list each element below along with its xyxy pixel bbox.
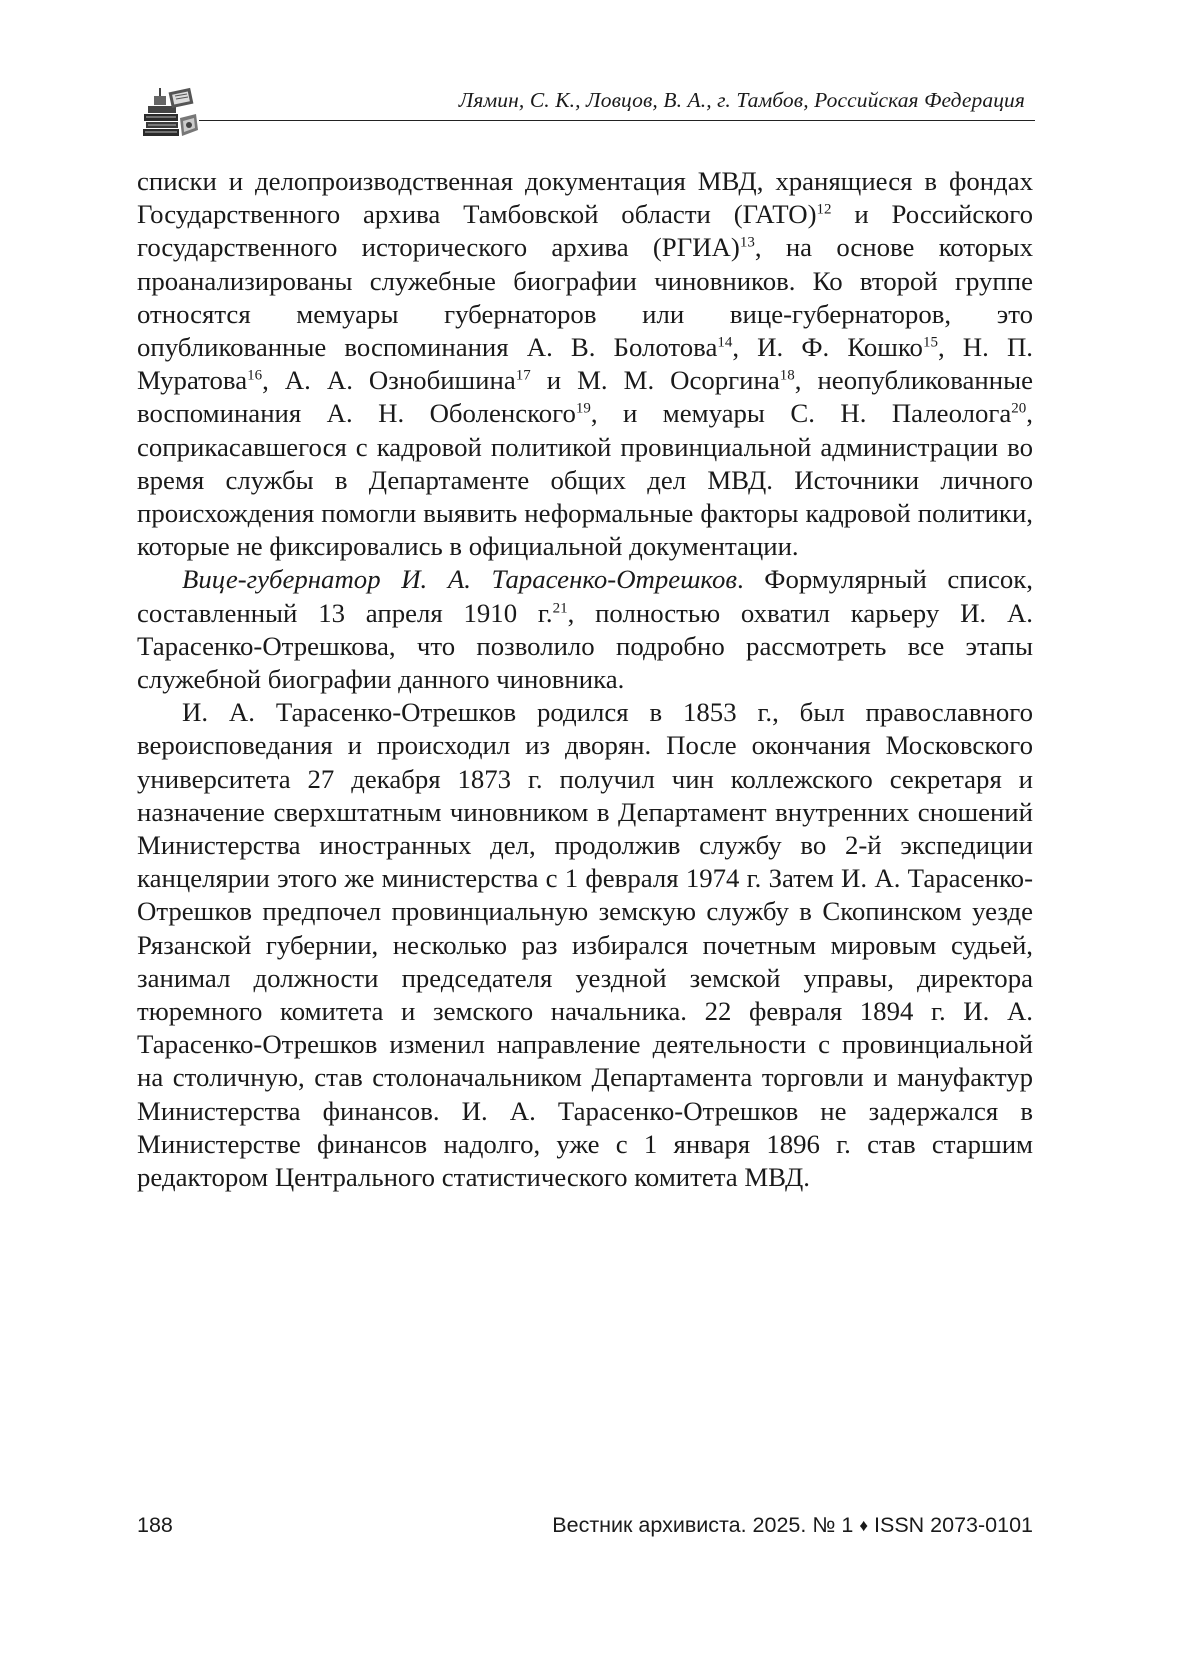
text-run: , И. Ф. Кошко xyxy=(732,332,923,363)
running-header xyxy=(135,78,1035,128)
text-run: , неопубликованные воспоминания А. Н. Оболенского xyxy=(137,365,1033,429)
text-run: , на основе которых проанализированы служебные биографии чиновников. Ко второй группе относятся мемуары губернаторов или вице-губернаторов, это опубликованные воспоминания А. В. Болотова xyxy=(137,232,1033,363)
footnote-ref[interactable]: 12 xyxy=(816,201,832,218)
footnote-ref[interactable]: 18 xyxy=(779,367,795,384)
archive-books-icon xyxy=(140,84,202,144)
text-run: . Формулярный список, составленный 13 апреля 1910 г. xyxy=(137,564,1033,628)
issn: ISSN 2073-0101 xyxy=(874,1513,1033,1537)
article-body xyxy=(137,165,1033,1194)
paragraph-biography: И. А. Тарасенко-Отрешков родился в 1853 г., был православного вероисповедания и происходил из дворян. После окончания Московского университета 27 декабря 1873 г. получил чин коллежского секретаря и назначение сверхштатным чиновником в Департамент внутренних сношений Министерства иностранных дел, продолжив службу во 2-й экспедиции канцелярии этого же министерства с 1 февраля 1974 г. Затем И. А. Тарасенко-Отрешков предпочел провинциальную земскую службу в Скопинском уезде Рязанской губернии, несколько раз избирался почетным мировым судьей, занимал должности председателя уездной земской управы, директора тюремного комитета и земского начальника. 22 февраля 1894 г. И. А. Тарасенко-Отрешков изменил направление деятельности с провинциальной на столичную, став столоначальником Департамента торговли и мануфактур Министерства финансов. И. А. Тарасенко-Отрешков не задержался в Министерстве финансов надолго, уже с 1 января 1896 г. став старшим редактором Центрального статистического комитета МВД. xyxy=(137,697,1033,1193)
header-divider xyxy=(199,120,1035,121)
footnote-ref[interactable]: 21 xyxy=(552,600,568,617)
text-run: , соприкасавшегося с кадровой политикой провинциальной администрации во время службы в Департаменте общих дел МВД. Источники личного происхождения помогли выявить неформальные факторы кадровой политики, которые не фиксировались в официальной документации. xyxy=(137,398,1033,562)
text-run: , Н. П. Муратова xyxy=(137,332,1033,396)
text-run: , А. А. Ознобишина xyxy=(262,365,516,396)
footnote-ref[interactable]: 14 xyxy=(717,334,733,351)
journal-title: Вестник архивиста. 2025. № 1 xyxy=(552,1513,854,1537)
paragraph-vice-governor xyxy=(137,563,1033,696)
journal-info xyxy=(552,1513,1033,1538)
paragraph-sources xyxy=(137,165,1033,563)
header-authors: Лямин, С. К., Ловцов, В. А., г. Тамбов, Российская Федерация xyxy=(458,88,1025,112)
footnote-ref[interactable]: 13 xyxy=(739,235,755,252)
text-run: и М. М. Осоргина xyxy=(530,365,780,396)
text-run: , и мемуары С. Н. Палеолога xyxy=(590,398,1012,429)
footnote-ref[interactable]: 19 xyxy=(575,401,591,418)
text-run: , полностью охватил карьеру И. А. Тарасенко-Отрешкова, что позволило подробно рассмотреть все этапы служебной биографии данного чиновника. xyxy=(137,597,1033,695)
footnote-ref[interactable]: 16 xyxy=(247,367,263,384)
section-heading-inline: Вице-губернатор И. А. Тарасенко-Отрешков xyxy=(182,564,737,595)
footnote-ref[interactable]: 15 xyxy=(922,334,938,351)
page-number: 188 xyxy=(137,1513,173,1537)
text-run: списки и делопроизводственная документация МВД, хранящиеся в фондах Государственного архива Тамбовской области (ГАТО) xyxy=(137,166,1033,230)
footnote-ref[interactable]: 20 xyxy=(1011,401,1027,418)
text-run: и Российского государственного исторического архива (РГИА) xyxy=(137,199,1033,263)
diamond-separator-icon: ♦ xyxy=(859,1516,869,1535)
footnote-ref[interactable]: 17 xyxy=(515,367,531,384)
